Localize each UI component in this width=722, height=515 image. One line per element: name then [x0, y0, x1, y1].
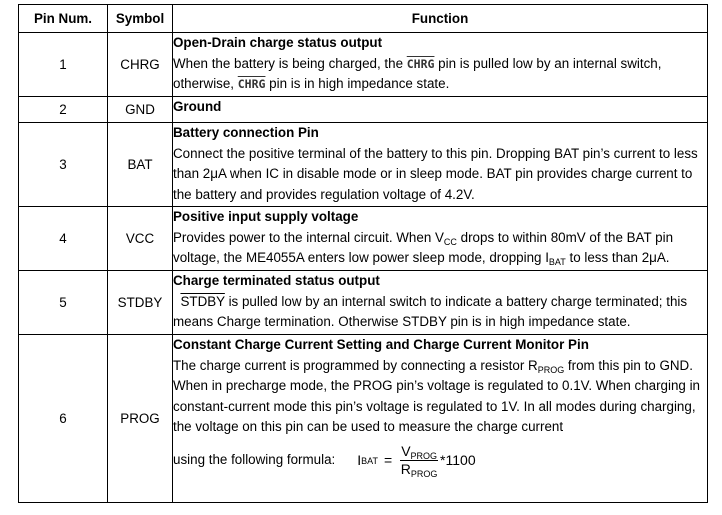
table-row: [19, 335, 708, 503]
function-title: Charge terminated status output: [173, 273, 380, 288]
pin-function: [173, 123, 708, 207]
formula-intro: using the following formula:: [173, 452, 336, 468]
pin-symbol: PROG: [108, 335, 173, 503]
pin-number: 5: [19, 271, 108, 335]
formula-expression: I BAT = $\frac{V_{PROG}}{R_{PROG}}$ *1100: [357, 443, 476, 479]
stdby-symbol: STDBY: [180, 293, 225, 309]
function-line: otherwise, CHRG pin is in high impedance state.: [173, 76, 450, 91]
function-title: Battery connection Pin: [173, 125, 319, 140]
table-row: [19, 123, 708, 207]
formula: [173, 444, 707, 478]
pin-function: [173, 97, 708, 123]
pin-function-table: [18, 4, 708, 503]
pin-number: 6: [19, 335, 108, 503]
function-title: Constant Charge Current Setting and Charge Current Monitor Pin: [173, 337, 589, 352]
pin-symbol: BAT: [108, 123, 173, 207]
function-title: Ground: [173, 99, 222, 114]
formula-fraction: $\frac{V_{PROG}}{R_{PROG}}$: [400, 443, 438, 479]
pin-symbol: STDBY: [108, 271, 173, 335]
pin-function: [173, 271, 708, 335]
pin-number: 2: [19, 97, 108, 123]
pin-function: [173, 33, 708, 97]
table-row: [19, 97, 708, 123]
function-body: Provides power to the internal circuit. When $V_{CC}$ drops to within 80mV of the BAT pin voltage, the ME4055A enters low power sleep mode, dropping $I_{BAT}$ to less than 2μA.: [173, 229, 674, 267]
header-row: [19, 5, 708, 33]
pin-symbol: CHRG: [108, 33, 173, 97]
table-row: [19, 207, 708, 271]
function-body: Connect the positive terminal of the battery to this pin. Dropping BAT pin’s current to less than 2μA when IC in disable mode or in sleep mode. BAT pin provides charge current to the battery and provides regulation voltage of 4.2V.: [173, 145, 698, 202]
function-body: The charge current is programmed by connecting a resistor $R_{PROG}$ from this pin to GND. When in precharge mode, the PROG pin’s voltage is regulated to 0.1V. When charging in constant-current mode this pin’s voltage is regulated to 1V. In all modes during charging, the voltage on this pin can be used to measure the charge current: [173, 357, 701, 434]
header-pin-num: Pin Num.: [19, 5, 108, 33]
pin-number: 1: [19, 33, 108, 97]
pin-symbol: GND: [108, 97, 173, 123]
pin-function: [173, 207, 708, 271]
pin-function: [173, 335, 708, 503]
header-symbol: Symbol: [108, 5, 173, 33]
pin-number: 3: [19, 123, 108, 207]
pin-number: 4: [19, 207, 108, 271]
header-function: Function: [173, 5, 708, 33]
table-row: [19, 33, 708, 97]
chrg-symbol: CHRG: [406, 56, 435, 71]
function-title: Open-Drain charge status output: [173, 35, 383, 50]
function-line: When the battery is being charged, the CHRG pin is pulled low by an internal switch,: [173, 55, 662, 71]
function-title: Positive input supply voltage: [173, 209, 359, 224]
table-row: [19, 271, 708, 335]
function-body: STDBY is pulled low by an internal switch to indicate a battery charge terminated; this means Charge termination. Otherwise STDBY pin is in high impedance state.: [173, 293, 688, 329]
chrg-symbol: CHRG: [237, 77, 266, 91]
pin-symbol: VCC: [108, 207, 173, 271]
